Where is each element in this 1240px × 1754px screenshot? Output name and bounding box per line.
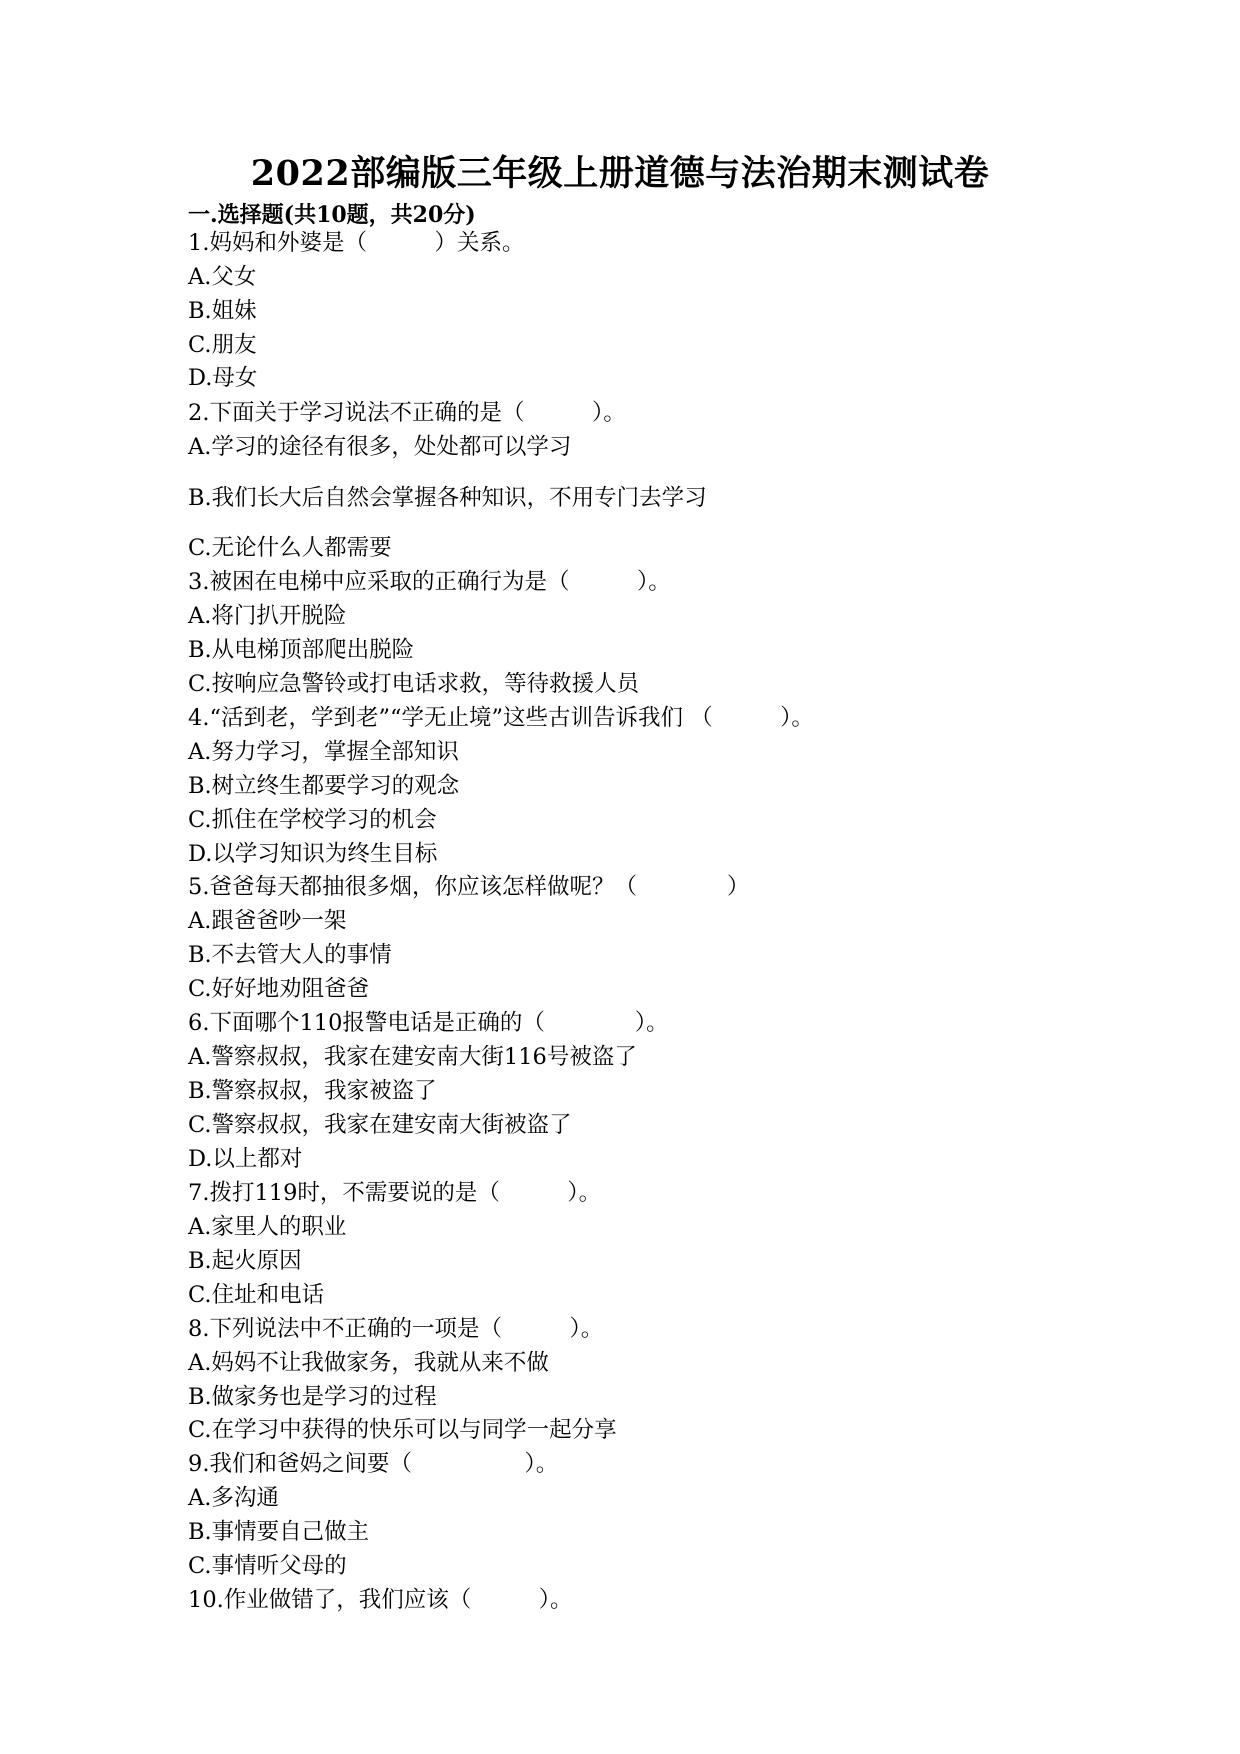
q9-option-b: B.事情要自己做主 bbox=[188, 1519, 370, 1545]
question-5: 5.爸爸每天都抽很多烟，你应该怎样做呢？（ ） bbox=[188, 874, 750, 900]
question-7: 7.拨打119时，不需要说的是（ ）。 bbox=[188, 1180, 602, 1206]
question-9: 9.我们和爸妈之间要（ ）。 bbox=[188, 1451, 559, 1477]
question-2: 2.下面关于学习说法不正确的是（ ）。 bbox=[188, 400, 626, 426]
q3-option-a: A.将门扒开脱险 bbox=[188, 603, 347, 629]
q7-option-c: C.住址和电话 bbox=[188, 1282, 325, 1308]
q6-option-d: D.以上都对 bbox=[188, 1146, 303, 1172]
q9-option-c: C.事情听父母的 bbox=[188, 1553, 347, 1579]
q5-option-b: B.不去管大人的事情 bbox=[188, 942, 392, 968]
q2-option-c: C.无论什么人都需要 bbox=[188, 535, 392, 561]
q8-option-c: C.在学习中获得的快乐可以与同学一起分享 bbox=[188, 1417, 617, 1443]
q8-option-b: B.做家务也是学习的过程 bbox=[188, 1384, 437, 1410]
q8-option-a: A.妈妈不让我做家务，我就从来不做 bbox=[188, 1350, 549, 1376]
q6-option-c: C.警察叔叔，我家在建安南大街被盗了 bbox=[188, 1112, 572, 1138]
question-10: 10.作业做错了，我们应该（ ）。 bbox=[188, 1587, 573, 1613]
q4-option-a: A.努力学习，掌握全部知识 bbox=[188, 739, 459, 765]
question-8: 8.下列说法中不正确的一项是（ ）。 bbox=[188, 1316, 604, 1342]
question-6: 6.下面哪个110报警电话是正确的（ ）。 bbox=[188, 1010, 669, 1036]
q1-option-a: A.父女 bbox=[188, 264, 257, 290]
q7-option-b: B.起火原因 bbox=[188, 1248, 302, 1274]
q9-option-a: A.多沟通 bbox=[188, 1485, 279, 1511]
page-title: 2022部编版三年级上册道德与法治期末测试卷 bbox=[250, 153, 990, 194]
q5-option-c: C.好好地劝阻爸爸 bbox=[188, 976, 370, 1002]
q5-option-a: A.跟爸爸吵一架 bbox=[188, 908, 347, 934]
q2-option-a: A.学习的途径有很多，处处都可以学习 bbox=[188, 434, 572, 460]
q4-option-d: D.以学习知识为终生目标 bbox=[188, 841, 438, 867]
question-3: 3.被困在电梯中应采取的正确行为是（ ）。 bbox=[188, 569, 671, 595]
q1-option-d: D.母女 bbox=[188, 365, 258, 391]
question-1: 1.妈妈和外婆是（ ）关系。 bbox=[188, 230, 525, 256]
q3-option-b: B.从电梯顶部爬出脱险 bbox=[188, 637, 415, 663]
q1-option-b: B.姐妹 bbox=[188, 298, 257, 324]
question-4: 4.“活到老，学到老”“学无止境”这些古训告诉我们 （ ）。 bbox=[188, 705, 814, 731]
q7-option-a: A.家里人的职业 bbox=[188, 1214, 347, 1240]
q6-option-a: A.警察叔叔，我家在建安南大街116号被盗了 bbox=[188, 1044, 637, 1070]
q6-option-b: B.警察叔叔，我家被盗了 bbox=[188, 1078, 437, 1104]
q3-option-c: C.按响应急警铃或打电话求救，等待救援人员 bbox=[188, 671, 640, 697]
section-heading: 一.选择题(共10题，共20分) bbox=[188, 202, 476, 228]
q4-option-b: B.树立终生都要学习的观念 bbox=[188, 773, 460, 799]
q1-option-c: C.朋友 bbox=[188, 332, 257, 358]
q4-option-c: C.抓住在学校学习的机会 bbox=[188, 807, 437, 833]
q2-option-b: B.我们长大后自然会掌握各种知识，不用专门去学习 bbox=[188, 485, 707, 511]
